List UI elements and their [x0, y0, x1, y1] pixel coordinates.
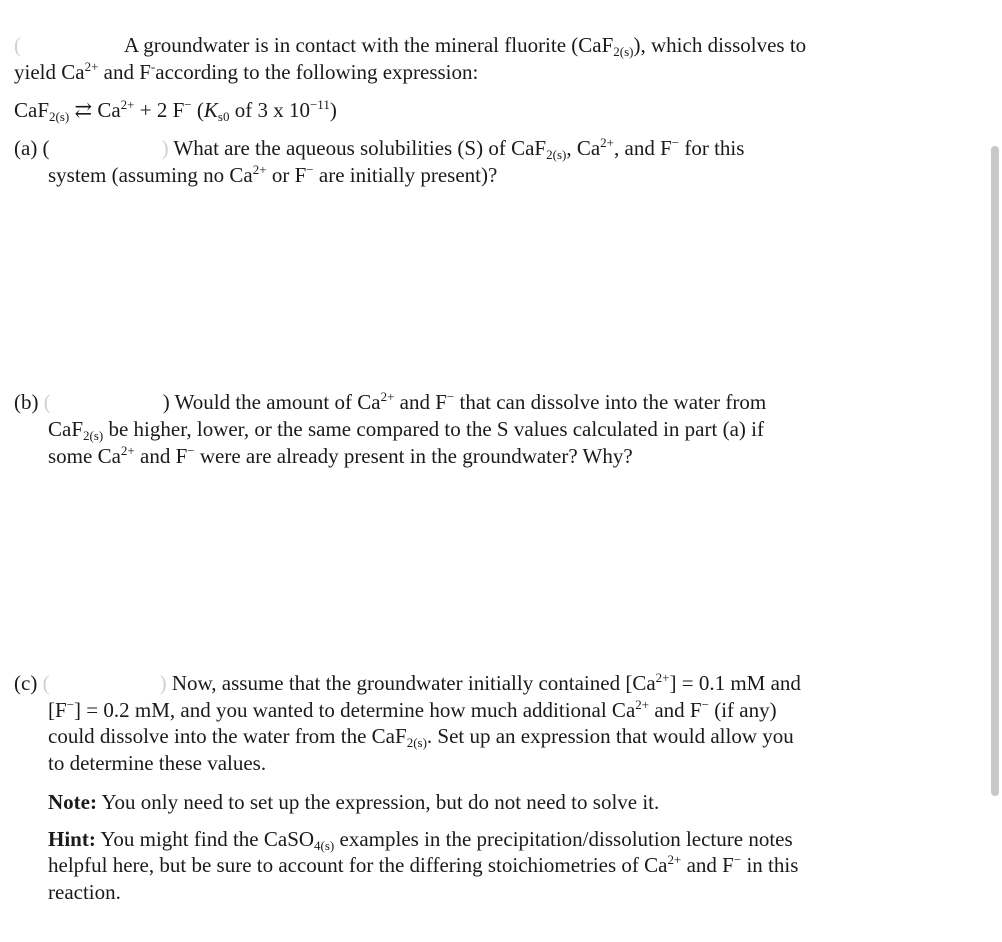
part-a-line-2: system (assuming no $Ca^{2+}$ or F− are initially present)? — [48, 162, 498, 187]
part-c-line-1: (c) ( ) Now, assume that the groundwater initially contained $[Ca^{2+}] = 0.1$ mM and — [14, 670, 801, 695]
hint-line-1: Hint: You might find the CaSO$_{4(s)}$ examples in the precipitation/dissolution lecture notes — [48, 827, 793, 853]
part-b-line-1: (b) ( ) Would the amount of $Ca^{2+}$ and F− that can dissolve into the water from — [14, 389, 767, 414]
part-c-line-2: [F−] = 0.2 mM, and you wanted to determine how much additional $Ca^{2+}$ and F− (if any) — [48, 697, 777, 722]
intro-line-1: ( A groundwater is in contact with the mineral fluorite (CaF$_{2(s)}$), which dissolves to — [14, 33, 807, 59]
intro-line-2: yield $Ca^{2+}$ and F-according to the following expression: — [14, 59, 479, 84]
equilibrium-arrow-icon: ⇄ — [74, 98, 93, 122]
hint-line-2: helpful here, but be sure to account for the differing stoichiometries of $Ca^{2+}$ and F− in this — [48, 852, 799, 877]
part-b-line-2: CaF$_{2(s)}$ be higher, lower, or the same compared to the S values calculated in part (a) if — [48, 417, 764, 443]
faint-paren: ( — [14, 33, 21, 57]
note: Note: You only need to set up the expression, but do not need to solve it. — [48, 790, 660, 814]
part-a-label: (a) ( — [14, 136, 50, 160]
part-b-label: (b) — [14, 390, 39, 414]
part-a-line-1: (a) ( ) What are the aqueous solubilities (S) of CaF$_{2(s)}$, $Ca^{2+}$, and F− for this — [14, 135, 745, 162]
note-label: Note: — [48, 790, 97, 814]
vertical-scrollbar[interactable] — [991, 146, 999, 796]
reaction-equation: CaF$_{2(s)}$ ⇄ $Ca^{2+} + 2$ F− ($K_{s0}$ of 3 x $10^{-11}$) — [14, 97, 337, 124]
part-c-line-4: to determine these values. — [48, 751, 267, 775]
part-c-line-3: could dissolve into the water from the CaF$_{2(s)}$. Set up an expression that would allow you — [48, 724, 794, 750]
hint-label: Hint: — [48, 827, 96, 851]
part-c-label: (c) — [14, 671, 38, 695]
hint-line-3: reaction. — [48, 880, 121, 904]
part-b-line-3: some $Ca^{2+}$ and F− were are already present in the groundwater? Why? — [48, 443, 633, 468]
